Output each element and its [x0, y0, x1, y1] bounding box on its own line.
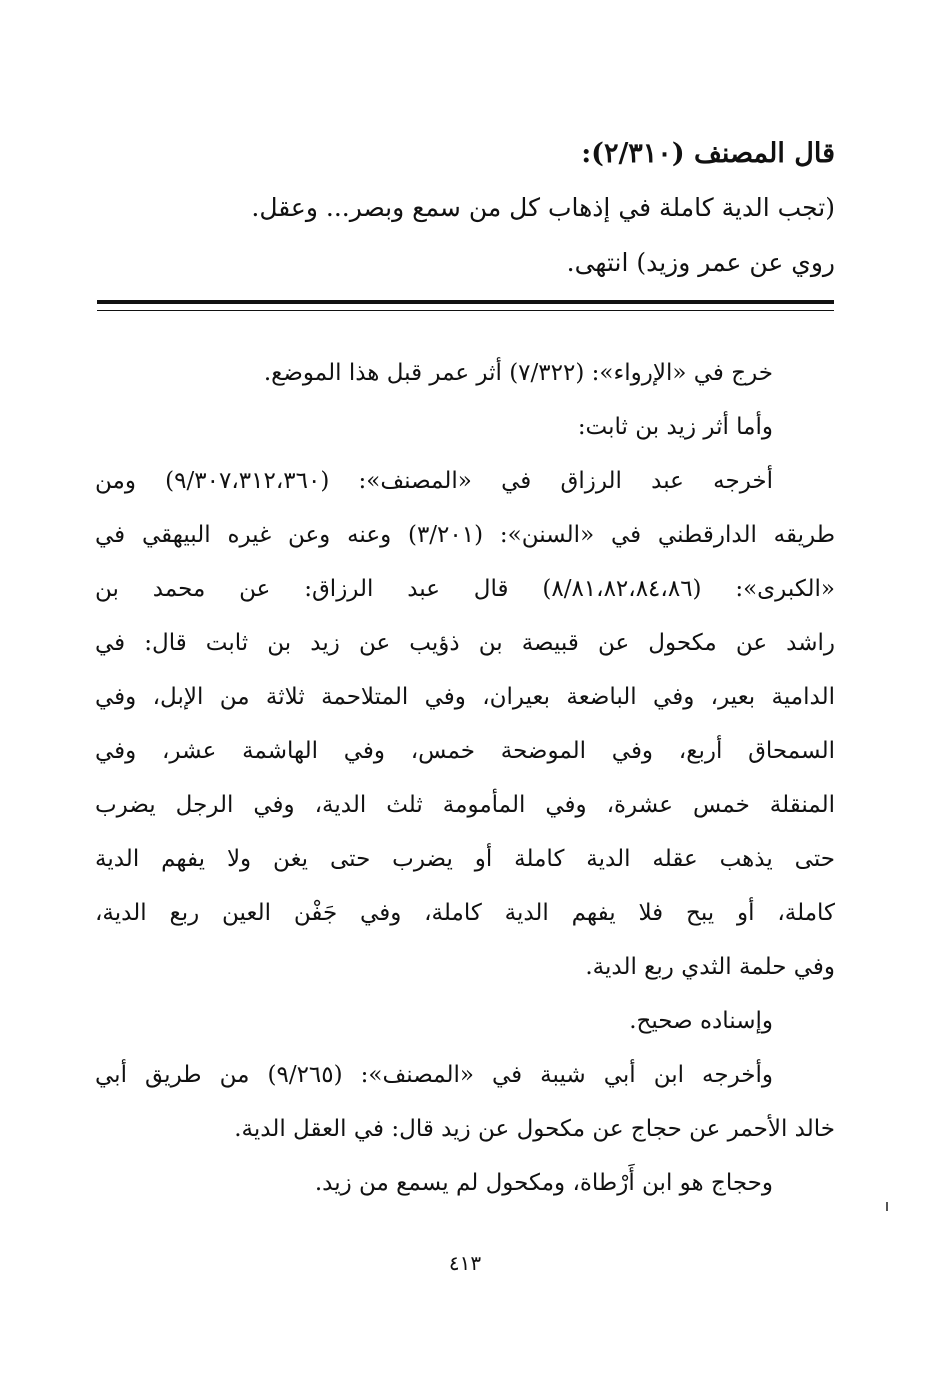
text-line: وفي حلمة الثدي ربع الدية. — [585, 954, 835, 980]
margin-mark — [886, 1202, 888, 1211]
text-line: المنقلة خمس عشرة، وفي المأمومة ثلث الدية، وفي الرجل يضرب — [95, 792, 835, 818]
text-line: «الكبرى»: (٨/٨١،٨٢،٨٤،٨٦) قال عبد الرزاق: عن محمد بن — [95, 576, 835, 602]
page-number: ٤١٣ — [448, 1251, 482, 1275]
text-line: طريقه الدارقطني في «السنن»: (٣/٢٠١) وعنه وعن غيره البيهقي في — [95, 522, 835, 548]
commentary-text — [95, 346, 835, 1210]
text-line: الدامية بعير، وفي الباضعة بعيران، وفي المتلاحمة ثلاثة من الإبل، وفي — [95, 684, 835, 710]
section-heading: قال المصنف (٢/٣١٠): — [581, 138, 835, 169]
text-line: خرج في «الإرواء»: (٧/٣٢٢) أثر عمر قبل هذا الموضع. — [263, 360, 773, 386]
quote-line: روي عن عمر وزيد) انتهى. — [566, 248, 835, 277]
text-line: السمحاق أربع، وفي الموضحة خمس، وفي الهاشمة عشر، وفي — [95, 738, 835, 764]
text-line: أخرجه عبد الرزاق في «المصنف»: (٩/٣٠٧،٣١٢،٣٦٠) ومن — [95, 468, 773, 494]
text-line: راشد عن مكحول عن قبيصة بن ذؤيب عن زيد بن ثابت قال: في — [95, 630, 835, 656]
quoted-text — [95, 180, 835, 290]
separator-rule-thick — [97, 300, 834, 304]
text-line: وأخرجه ابن أبي شيبة في «المصنف»: (٩/٢٦٥) من طريق أبي — [95, 1062, 773, 1088]
quote-line: (تجب الدية كاملة في إذهاب كل من سمع وبصر... وعقل. — [251, 193, 835, 222]
text-line: وحجاج هو ابن أَرْطاة، ومكحول لم يسمع من زيد. — [314, 1170, 773, 1196]
text-line: وأما أثر زيد بن ثابت: — [577, 414, 773, 440]
text-line: وإسناده صحيح. — [629, 1008, 773, 1034]
separator-rule-thin — [97, 310, 834, 311]
text-line: حتى يذهب عقله الدية كاملة أو يضرب حتى يغن ولا يفهم الدية — [95, 846, 835, 872]
text-line: كاملة، أو يبح فلا يفهم الدية كاملة، وفي جَفْن العين ربع الدية، — [95, 900, 835, 926]
text-line: خالد الأحمر عن حجاج عن مكحول عن زيد قال: في العقل الدية. — [234, 1116, 835, 1142]
